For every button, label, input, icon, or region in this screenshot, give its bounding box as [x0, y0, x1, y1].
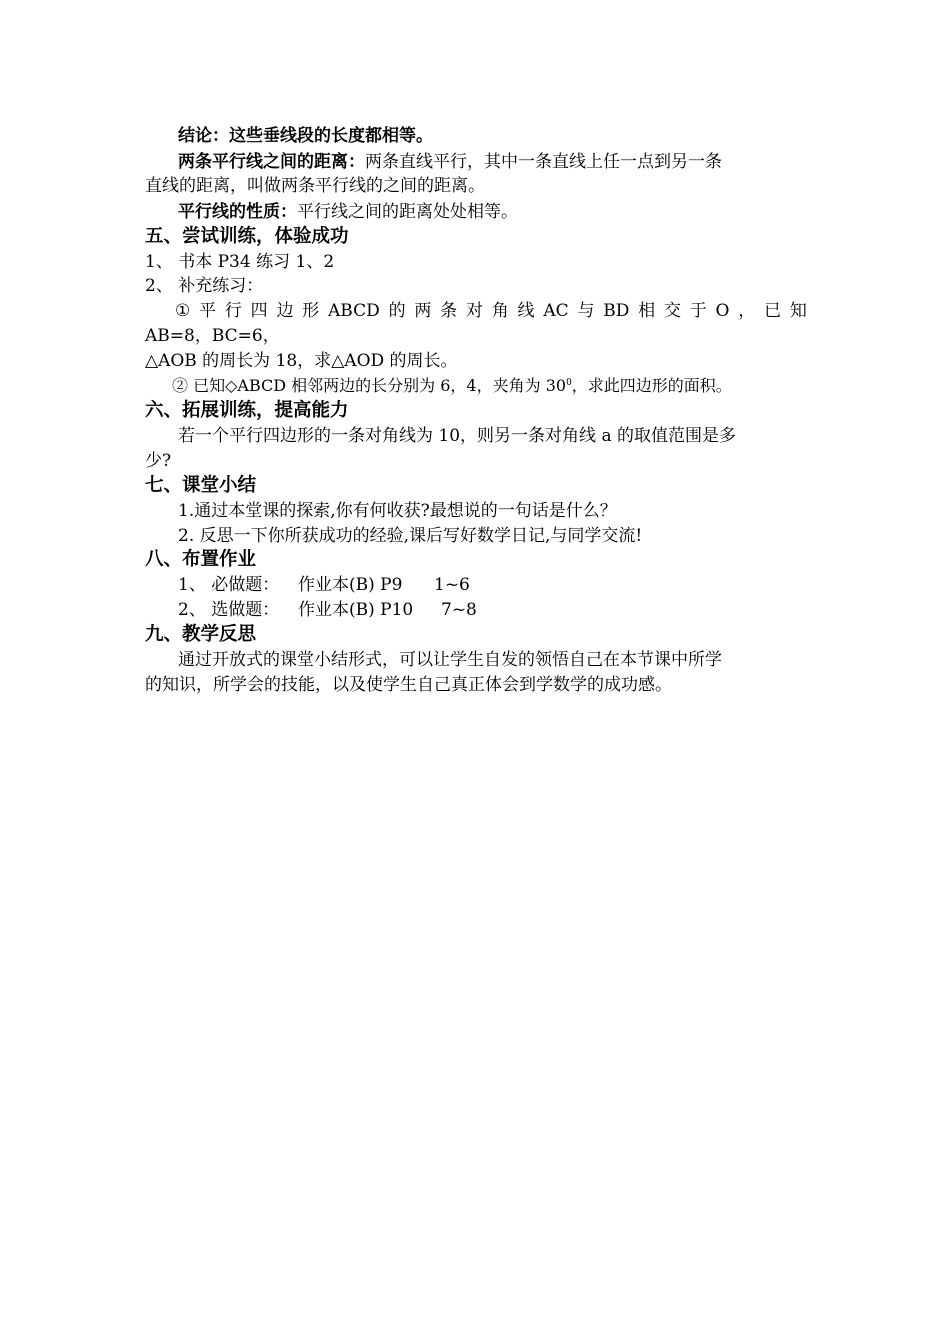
exercise-q1-token: ， — [738, 301, 756, 321]
section6-line1: 若一个平行四边形的一条对角线为 10，则另一条对角线 a 的取值范围是多 — [178, 426, 736, 446]
distance-definition-line2: 直线的距离，叫做两条平行线的之间的距离。 — [145, 176, 485, 196]
exercise-q1-token: 对 — [465, 301, 483, 321]
exercise-q1-token: 知 — [789, 301, 807, 321]
section5-heading: 五、尝试训练，体验成功 — [145, 226, 349, 247]
homework1-book: 作业本(B) P9 — [298, 575, 403, 595]
exercise-q1-token: ① — [175, 301, 191, 321]
exercise-q1-token: O — [715, 301, 730, 321]
exercise-q1-token: AC — [543, 301, 569, 321]
homework2-label: 2、 选做题： — [178, 600, 280, 620]
exercise-q1-token: 角 — [491, 301, 509, 321]
homework2-range: 7~8 — [441, 600, 477, 620]
distance-definition-line1 — [178, 150, 807, 174]
property-line — [178, 200, 807, 224]
section7-heading: 七、课堂小结 — [145, 475, 257, 496]
exercise-q1-token: 平 — [199, 301, 217, 321]
homework1-range: 1~6 — [434, 575, 470, 595]
homework-item2 — [178, 598, 807, 622]
section5-item2: 2、 补充练习： — [145, 276, 264, 296]
exercise-q1-token: 边 — [276, 301, 294, 321]
section9-line1: 通过开放式的课堂小结形式，可以让学生自发的领悟自己在本节课中所学 — [178, 650, 722, 670]
distance-text-1: 两条直线平行，其中一条直线上任一点到另一条 — [365, 152, 722, 172]
exercise-q2 — [172, 374, 834, 398]
section6-heading: 六、拓展训练，提高能力 — [145, 400, 349, 421]
exercise-q1-token: BD — [603, 301, 630, 321]
conclusion-label: 结论： — [178, 126, 229, 146]
exercise-q1-token: 条 — [440, 301, 458, 321]
section6-line2: 少? — [145, 451, 172, 471]
exercise-q1-line2: AB=8，BC=6， — [145, 326, 280, 346]
exercise-q1-token: 已 — [764, 301, 782, 321]
exercise-q1-line1 — [175, 299, 807, 323]
section7-item1: 1.通过本堂课的探索,你有何收获?最想说的一句话是什么？ — [178, 501, 617, 521]
distance-term: 两条平行线之间的距离： — [178, 152, 365, 172]
exercise-q1-token: 行 — [224, 301, 242, 321]
exercise-q1-token: 四 — [250, 301, 268, 321]
section7-item2: 2. 反思一下你所获成功的经验,课后写好数学日记,与同学交流! — [178, 526, 643, 546]
exercise-q1-token: ABCD — [328, 301, 380, 321]
exercise-q1-token: 于 — [689, 301, 707, 321]
exercise-q1-token: 线 — [517, 301, 535, 321]
exercise-q1-token: 形 — [302, 301, 320, 321]
property-term: 平行线的性质： — [178, 202, 297, 222]
exercise-q1-line3: △AOB 的周长为 18，求△AOD 的周长。 — [145, 351, 458, 371]
exercise-q1-token: 两 — [414, 301, 432, 321]
homework1-label: 1、 必做题： — [178, 575, 280, 595]
section9-heading: 九、教学反思 — [145, 624, 257, 645]
exercise-q1-token: 交 — [663, 301, 681, 321]
property-text: 平行线之间的距离处处相等。 — [297, 202, 518, 222]
section5-item1: 1、 书本 P34 练习 1、2 — [145, 252, 335, 272]
section8-heading: 八、布置作业 — [145, 549, 257, 570]
conclusion-text: 这些垂线段的长度都相等。 — [229, 126, 433, 146]
homework-item1 — [178, 573, 807, 597]
exercise-q1-token: 与 — [577, 301, 595, 321]
section9-line2: 的知识，所学会的技能，以及使学生自己真正体会到学数学的成功感。 — [145, 675, 672, 695]
homework2-book: 作业本(B) P10 — [298, 600, 414, 620]
exercise-q1-token: 的 — [388, 301, 406, 321]
degree-mark: 0 — [566, 378, 572, 388]
exercise-q2-text: ② 已知◇ABCD 相邻两边的长分别为 6，4，夹角为 30 — [172, 376, 567, 395]
conclusion-line — [178, 124, 807, 148]
exercise-q1-token: 相 — [638, 301, 656, 321]
exercise-q2-tail: ，求此四边形的面积。 — [571, 376, 732, 395]
